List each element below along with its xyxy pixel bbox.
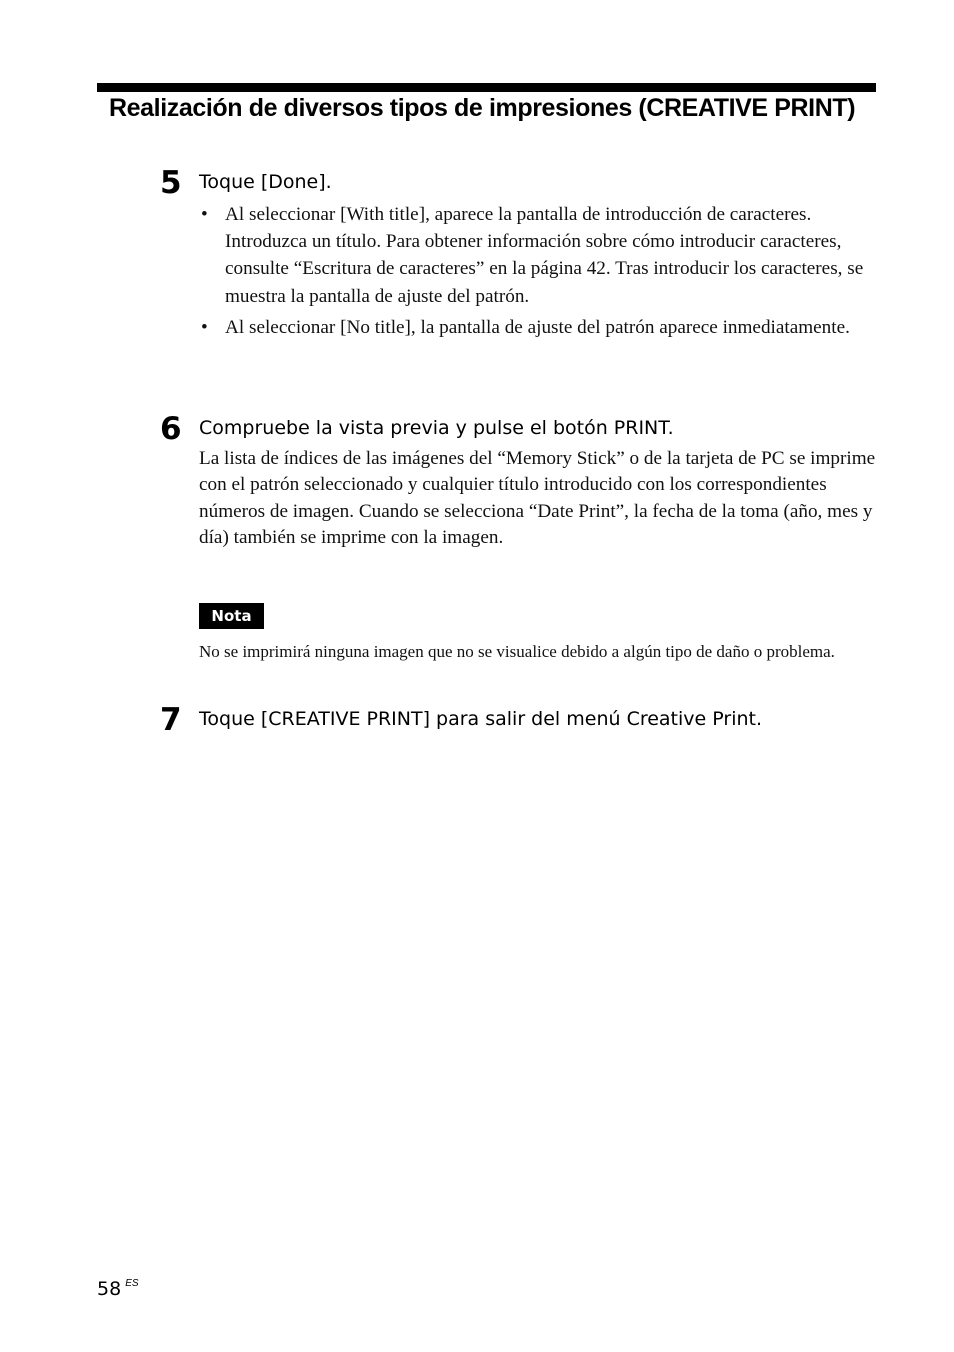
bullet-list (199, 201, 879, 345)
step-7 (160, 704, 880, 744)
page-number: 58 (97, 1278, 122, 1300)
language-code: ES (125, 1278, 139, 1289)
note-badge: Nota (199, 603, 264, 629)
step-body: La lista de índices de las imágenes del “Memory Stick” o de la tarjeta de PC se imprime con el patrón seleccionado y cualquier título introducido con los correspondientes números de imagen. Cuando se selecciona “Date Print”, la fecha de la toma (año, mes y día) también se imprime con la imagen. (199, 448, 876, 548)
step-heading: Toque [CREATIVE PRINT] para salir del menú Creative Print. (199, 708, 763, 730)
step-number: 6 (160, 411, 182, 447)
section-title: Realización de diversos tipos de impresiones (CREATIVE PRINT) (109, 94, 856, 122)
list-item (199, 201, 879, 310)
step-heading: Toque [Done]. (199, 171, 332, 193)
note-text: No se imprimirá ninguna imagen que no se visualice debido a algún tipo de daño o problema. (199, 642, 835, 661)
step-number: 5 (160, 165, 182, 201)
list-item-text: Al seleccionar [With title], aparece la pantalla de introducción de caracteres. Introduzca un título. Para obtener información sobre cómo introducir caracteres, consulte “Escritura de caracteres” en la página 42. Tras introducir los caracteres, se muestra la pantalla de ajuste del patrón. (225, 204, 864, 307)
section-header-rule (97, 83, 876, 92)
page-footer (97, 1278, 139, 1300)
bullet-icon: • (201, 204, 208, 225)
list-item (199, 314, 879, 341)
step-number: 7 (160, 702, 182, 738)
step-heading: Compruebe la vista previa y pulse el botón PRINT. (199, 417, 674, 439)
step-5 (160, 167, 880, 397)
list-item-text: Al seleccionar [No title], la pantalla de ajuste del patrón aparece inmediatamente. (225, 316, 850, 338)
step-6 (160, 413, 880, 583)
bullet-icon: • (201, 316, 208, 338)
